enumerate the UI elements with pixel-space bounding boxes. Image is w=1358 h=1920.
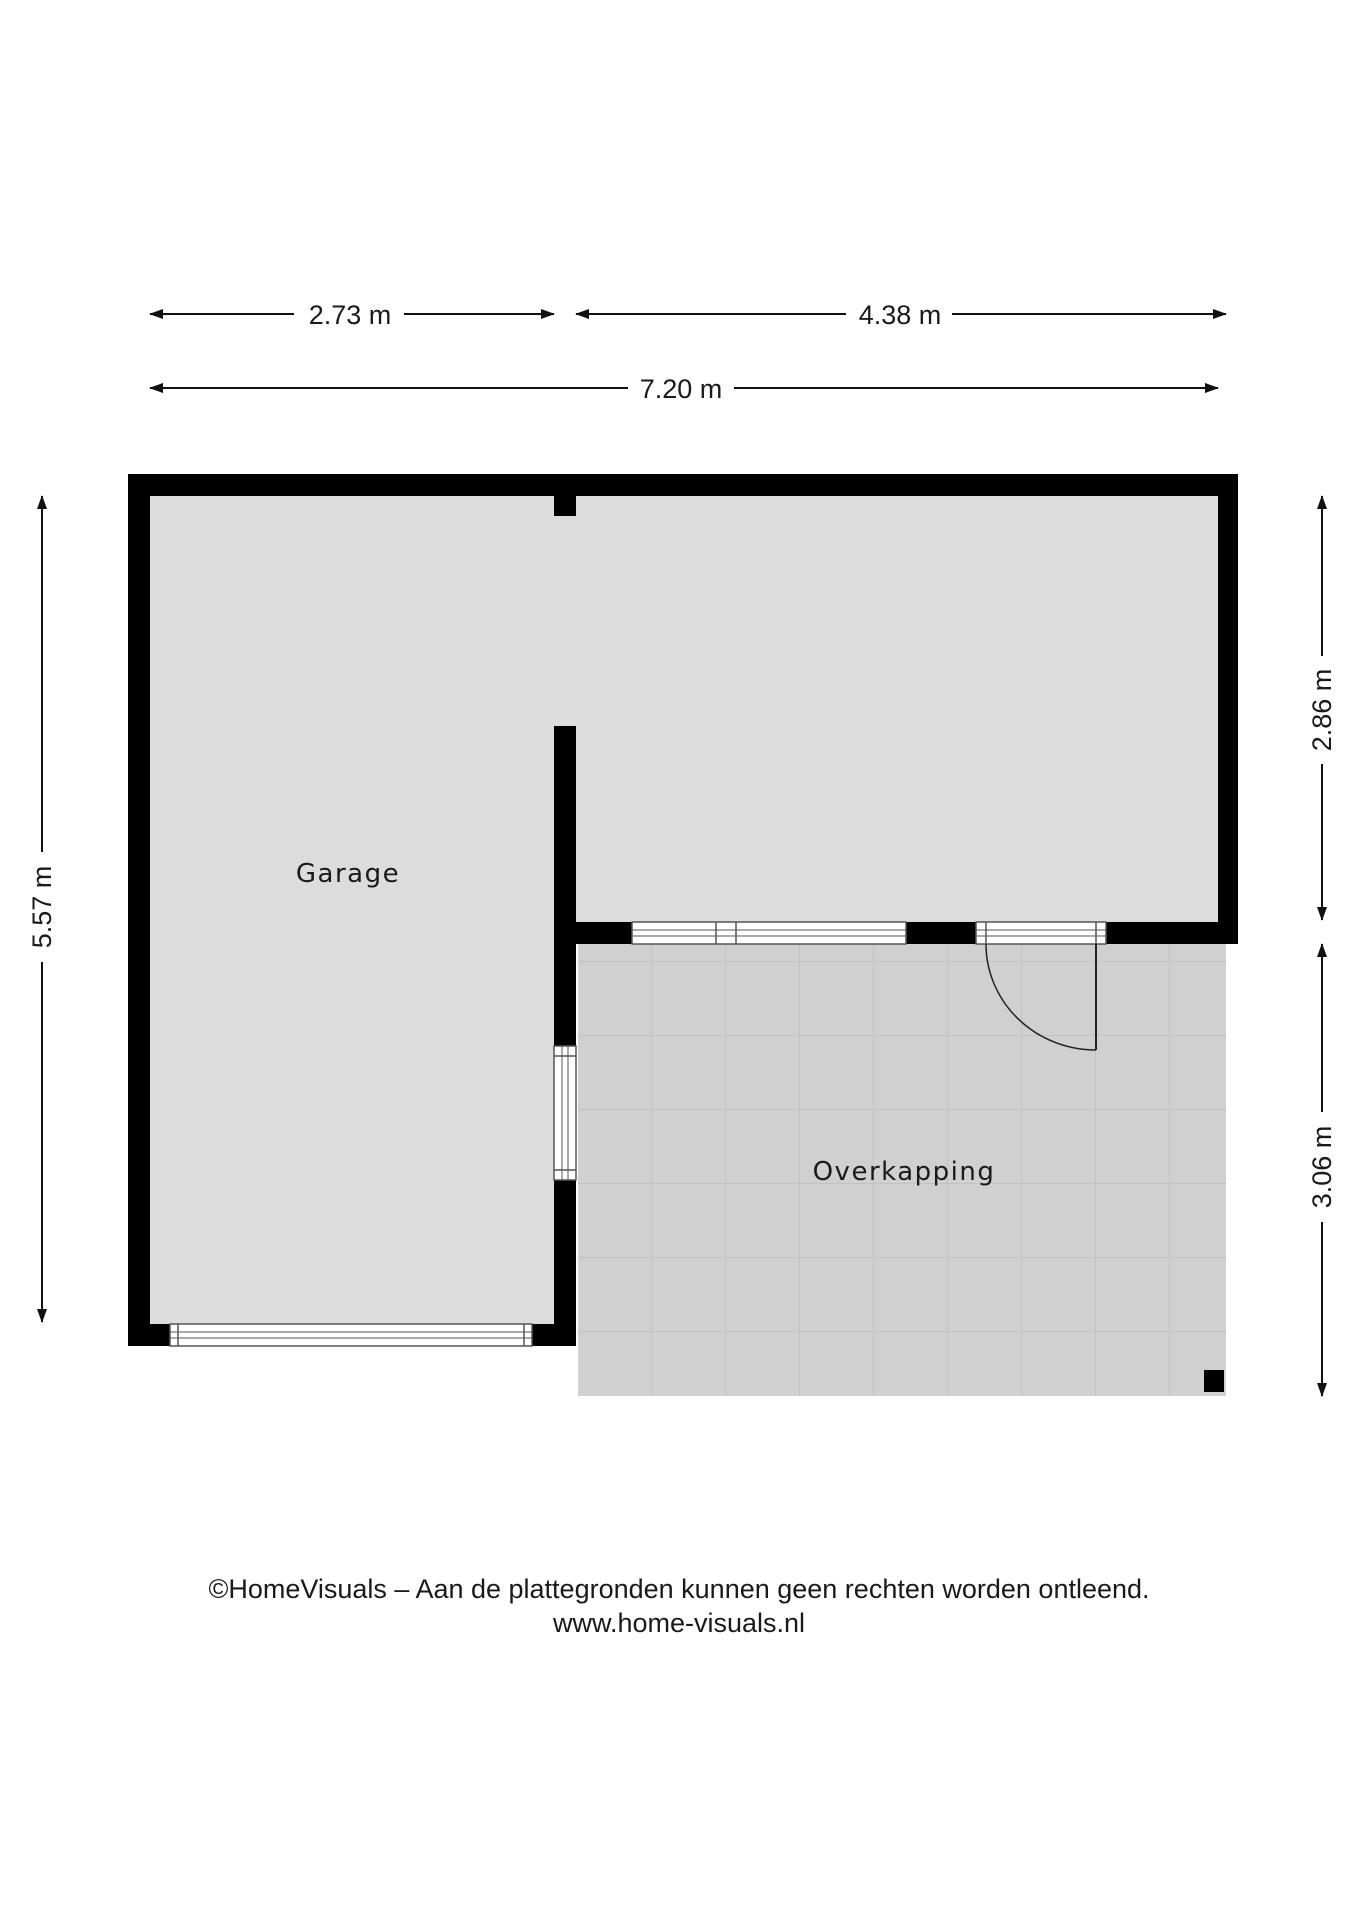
dimension-label-left-height: 5.57 m (27, 865, 57, 949)
room-label-overkapping: Overkapping (812, 1157, 996, 1187)
room-label-garage: Garage (295, 859, 401, 889)
dimension-label-right-lower: 3.06 m (1307, 1125, 1337, 1209)
garage-door (170, 1324, 532, 1346)
window-north-overkapping (632, 922, 906, 944)
dimension-top-right (576, 300, 1226, 330)
dimension-label-top-left: 2.73 m (308, 300, 392, 330)
dimension-label-total-width: 7.20 m (639, 374, 723, 404)
dimension-left-height (27, 496, 57, 1322)
garage-floor-lower (150, 924, 554, 1324)
footer-disclaimer: ©HomeVisuals – Aan de plattegronden kunnen geen rechten worden ontleend. (208, 1574, 1150, 1604)
dimension-top-left (150, 300, 554, 330)
door-frame-overkapping (976, 922, 1106, 944)
dimension-label-right-upper: 2.86 m (1307, 668, 1337, 752)
window-garage-side (554, 1046, 576, 1180)
dimension-total-width (150, 374, 1218, 404)
dimension-right-upper (1307, 496, 1337, 920)
dimension-label-top-right: 4.38 m (858, 300, 942, 330)
footer-url[interactable]: www.home-visuals.nl (552, 1608, 806, 1638)
dimension-right-lower (1307, 944, 1337, 1396)
